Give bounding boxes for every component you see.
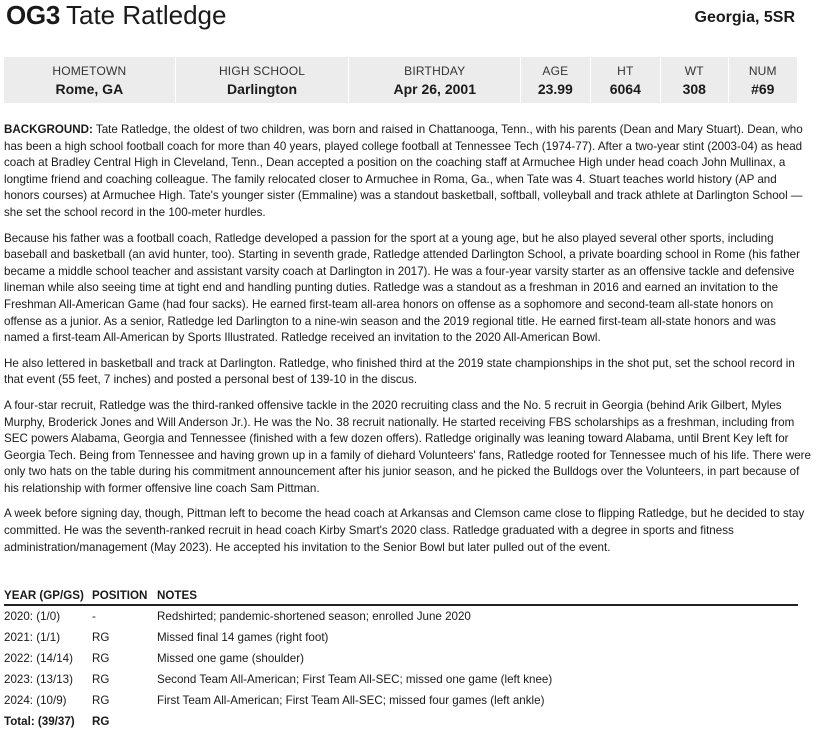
info-value: 308 [682,80,706,97]
table-row [4,690,798,711]
info-value: #69 [751,80,775,97]
cell-notes: Second Team All-American; First Team All-SEC; missed one game (left knee) [157,673,553,686]
info-value: 6064 [609,80,641,97]
info-label: HT [617,63,634,78]
cell-year: 2022: (14/14) [4,652,73,665]
cell-year: 2023: (13/13) [4,673,73,686]
cell-notes: First Team All-American; First Team All-SEC; missed four games (left ankle) [157,694,545,707]
stats-header-row [4,586,798,606]
info-label: HOMETOWN [52,63,127,78]
info-label: BIRTHDAY [404,63,466,78]
info-value: Rome, GA [55,80,124,97]
player-name: Tate Ratledge [66,0,227,30]
info-label: HIGH SCHOOL [218,63,306,78]
bio-paragraph: A week before signing day, though, Pittman left to become the head coach at Arkansas and Clemson came close to flipping Ratledge, but he decided to stay committed. He was the seventh-ranked recruit in head coach Kirby Smart's 2020 class. Ratledge graduated with a degree in sports and fitness administration/management (May 2023). He accepted his invitation to the Senior Bowl but later pulled out of the event. [4,507,805,554]
cell-year: 2020: (1/0) [4,610,61,623]
bio-paragraph: He also lettered in basketball and track at Darlington. Ratledge, who finished third at the 2019 state championships in the shot put, set the school record in that event (55 feet, 7 inches) and posted a personal best of 139-10 in the discus. [4,356,795,387]
stats-table [4,586,798,732]
info-number [729,57,797,103]
info-hometown [4,57,176,103]
bio-paragraph: A four-star recruit, Ratledge was the third-ranked offensive tackle in the 2020 recruiting class and the No. 5 recruit in Georgia (behind Arik Gilbert, Myles Murphy, Broderick Jones and Will Anderson Jr.). He was the No. 38 recruit nationally. He started receiving FBS scholarships as a freshman, including from SEC powers Alabama, Georgia and Tennessee (finished with a few dozen offers). Ratledge originally was leaning toward Alabama, until Brent Key left for Georgia Tech. Being from Tennessee and having grown up in a family of diehard Volunteers' fans, Ratledge rooted for Tennessee much of his life. There were only two hats on the table during his commitment announcement after his junior season, and he picked the Bulldogs over the Volunteers, in part because of his relationship with former offensive line coach Sam Pittman. [4,398,811,495]
table-row [4,627,798,648]
cell-year: 2024: (10/9) [4,694,67,707]
info-high-school [176,57,350,103]
bio-lead: BACKGROUND: [4,123,93,136]
table-row-total [4,711,798,732]
table-row [4,606,798,627]
info-bar [4,57,797,103]
profile-header [0,0,837,50]
table-row [4,669,798,690]
cell-year: Total: (39/37) [4,715,75,728]
table-row [4,648,798,669]
cell-notes: Missed one game (shoulder) [157,652,304,665]
info-birthday [349,57,521,103]
info-age [521,57,590,103]
cell-position: RG [92,652,110,665]
cell-position: RG [92,694,110,707]
position-code: OG3 [6,0,61,30]
school-class: Georgia, 5SR [694,9,795,26]
info-label: AGE [542,63,569,78]
bio-text: Tate Ratledge, the oldest of two children, was born and raised in Chattanooga, Tenn., with his parents (Dean and Mary Stuart). Dean, who has been a high school football coach for more than 40 years, played college football at Tennessee Tech (1974-77). After a two-year stint (2003-04) as head coach at Bradley Central High in Cleveland, Tenn., Dean accepted a position on the coaching staff at Armuchee High under head coach John Mullinax, a longtime friend and coaching colleague. The family relocated closer to Armuchee in Roma, Ga., when Tate was 4. Stuart teaches world history (AP and honors courses) at Armuchee High. Tate's younger sister (Emmaline) was a standout basketball, softball, volleyball and track athlete at Darlington School — she set the school record in the 100-meter hurdles. [4,123,803,219]
bio-paragraph [4,122,814,222]
bio-section [4,122,814,565]
info-value: Darlington [227,80,298,97]
header-year: YEAR (GP/GS) [4,588,84,602]
info-value: 23.99 [537,80,573,97]
cell-notes: Redshirted; pandemic-shortened season; enrolled June 2020 [157,610,471,623]
info-height [591,57,661,103]
cell-position: RG [92,715,110,728]
cell-position: RG [92,631,110,644]
bio-paragraph: Because his father was a football coach, Ratledge developed a passion for the sport at a young age, but he also played several other sports, including baseball and basketball (an avid hunter, too). Starting in seventh grade, Ratledge attended Darlington School, a private boarding school in Rome (his father became a middle school teacher and assistant varsity coach at Darlington in 2017). He was a four-year varsity starter as an offensive tackle and defensive lineman while also seeing time at tight end and handling punting duties. Ratledge was a standout as a freshman in 2016 and earned an invitation to the Freshman All-American Game (had four sacks). He earned first-team all-area honors on offense as a sophomore and second-team all-state honors on offense as a junior. As a senior, Ratledge led Darlington to a nine-win season and the 2019 regional title. He earned first-team all-state honors and was named a first-team All-American by Sports Illustrated. Ratledge received an invitation to the 2020 All-American Bowl. [4,231,800,345]
info-weight [661,57,729,103]
cell-position: RG [92,673,110,686]
cell-year: 2021: (1/1) [4,631,61,644]
header-notes: NOTES [157,588,197,602]
info-value: Apr 26, 2001 [393,80,476,97]
header-position: POSITION [92,588,148,602]
info-label: WT [684,63,704,78]
cell-notes: Missed final 14 games (right foot) [157,631,329,644]
cell-position: - [92,610,96,623]
info-label: NUM [748,63,777,78]
